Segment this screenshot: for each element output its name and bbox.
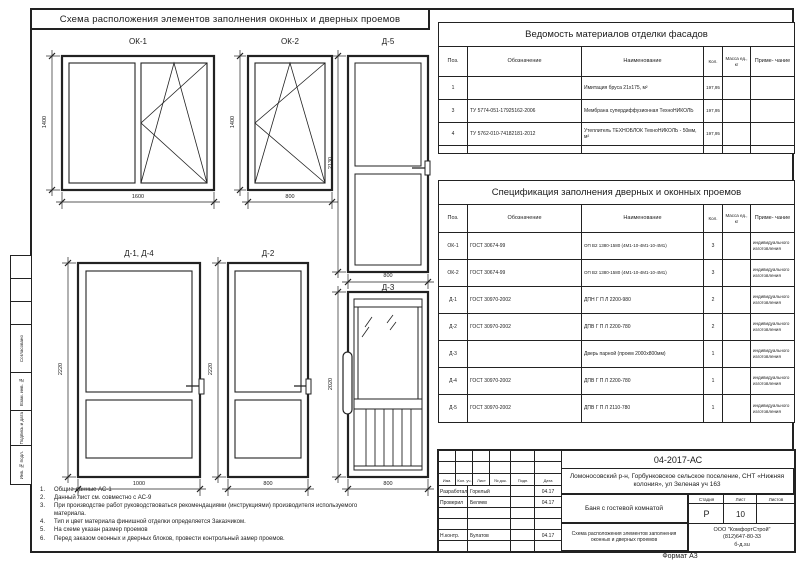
note-number: 5. [40,527,46,534]
sheets-value-cell [756,503,796,525]
materials-cell: 197,95 [704,100,723,123]
sheet-name: Схема расположения элементов заполнения оконных и дверных проемов [571,530,677,543]
role-empty-cell [534,540,562,553]
materials-empty-cell [751,146,794,153]
side-strip-vzam [10,372,32,412]
materials-cell [751,77,794,100]
note-item [40,535,400,543]
title-block [437,449,794,551]
note-item [40,518,400,526]
spec-cell: ГОСТ 30970-2002 [468,314,582,341]
dim-d2-width: 800 [263,481,273,487]
spec-cell: 1 [704,395,723,422]
spec-cell: индивидуального изготовления [751,260,794,287]
spec-cell: индивидуального изготовления [751,233,794,260]
role-empty-cell [467,540,512,553]
side-strip-podpis [10,410,32,447]
materials-header-name: Наименование [582,47,704,77]
sheet-name-cell [560,523,688,551]
spec-cell: ОП В2 1380-1580 (4М1-10-4М1-10-4М1) [582,260,704,287]
company-name: ООО "КомфортСтрой" [713,527,771,534]
materials-cell: 197,95 [704,123,723,146]
dim-ok1-width: 1600 [131,194,145,200]
note-text: Данный лист см. совместно с АС-9 [54,495,152,502]
side-strip-inv [10,445,32,485]
role-date: 04.17 [541,532,555,539]
note-text: Тип и цвет материала финишной отделки определяется Заказчиком. [54,519,246,526]
spec-cell: Д-4 [439,368,468,395]
spec-cell: индивидуального изготовления [751,368,794,395]
spec-cell: 3 [704,260,723,287]
stage-label: Стадия [698,497,715,502]
label-ok2: ОК-2 [281,37,299,46]
inv-label: Инв. № подл. [18,450,24,480]
spec-cell: индивидуального изготовления [753,402,790,414]
dim-d3-width: 800 [383,481,393,487]
note-number: 6. [40,535,46,542]
side-strip-cell-2 [10,278,32,303]
format-label: Формат А3 [662,553,698,560]
spec-cell: индивидуального изготовления [751,287,794,314]
spec-cell: ГОСТ 30674-99 [468,233,582,260]
note-text: Общие данные АС-1 [54,487,112,493]
materials-header-designation: Обозначение [468,47,582,77]
sheets-label: Листов [768,497,784,502]
dim-d2-height: 2220 [208,362,214,376]
spec-cell: индивидуального изготовления [751,314,794,341]
rev-header-label: № док. [494,477,507,483]
project-address: Ломоносовский р-н, Горбунковское сельское поселение, СНТ «Нижняя колония», ул Зеленая уч 163 [569,473,785,488]
materials-header-mass: Масса ед., кг [723,47,751,77]
materials-empty-cell [439,146,468,153]
podpis-label: Подпись и дата [18,412,24,445]
materials-cell [723,123,751,146]
spec-cell: ДПН Г П Л 2200-980 [582,287,704,314]
materials-cell: ТУ 5774-051-17925162-2006 [468,100,582,123]
doc-number-cell [560,449,796,470]
spec-cell: ДПВ Г П Л 2200-780 [582,368,704,395]
note-text: На схеме указан размер проемов [54,527,148,534]
spec-cell [723,368,751,395]
object-name: Баня с гостевой комнатой [584,505,664,512]
spec-cell [723,233,751,260]
materials-cell [723,77,751,100]
side-strip-cell-1 [10,255,32,280]
spec-cell [723,341,751,368]
stage-value-cell [688,503,725,525]
spec-cell: ГОСТ 30674-99 [468,260,582,287]
rev-header-label: Изм. [442,477,452,483]
dim-ok2-width: 800 [285,194,295,200]
spec-cell: ГОСТ 30970-2002 [468,287,582,314]
spec-header-name: Наименование [582,205,704,233]
sheet-value-cell [723,503,758,525]
role-empty-cell [437,540,469,553]
materials-empty-cell [582,146,704,153]
note-item [40,526,400,534]
materials-header-pos: Поз. [439,47,468,77]
note-item [40,494,400,502]
company-phone: (812)647-80-33 [723,534,761,541]
spec-cell: ДПВ Г П Л 2200-780 [582,314,704,341]
dim-d1-width: 1000 [132,481,146,487]
spec-cell: Д-2 [439,314,468,341]
dim-d1-height: 2220 [58,362,64,376]
spec-cell [468,341,582,368]
role-date: 04.17 [541,499,555,506]
spec-cell: ГОСТ 30970-2002 [468,368,582,395]
spec-cell [723,260,751,287]
spec-cell: Дверь парной (проем 2000х800мм) [582,341,704,368]
sheet-number: 10 [736,509,745,519]
company-cell [688,523,796,553]
dim-d5-height: 2130 [328,156,334,170]
role-label: Проверил [440,499,464,506]
role-name: Горелый [470,488,490,495]
spec-cell [723,287,751,314]
spec-cell: 2 [704,287,723,314]
materials-cell: Мембрана супердиффузионная ТехноНИКОЛЬ [582,100,704,123]
label-d1-d4: Д-1, Д-4 [124,249,154,258]
vzam-label: Взам. инв. № [18,377,24,407]
sheet-title: Схема расположения элементов заполнения оконных и дверных проемов [59,13,401,25]
materials-cell: ТУ 5762-010-74182181-2012 [468,123,582,146]
note-number: 4. [40,519,46,526]
spec-table-title: Спецификация заполнения дверных и оконных проемов [439,181,794,205]
label-d2: Д-2 [261,249,275,258]
label-d5: Д-5 [381,37,395,46]
rev-header-label: Кол. уч. [457,477,472,483]
note-text: Перед заказом оконных и дверных блоков, провести контрольный замер проемов. [54,535,285,542]
spec-cell: ГОСТ 30970-2002 [468,395,582,422]
materials-cell [751,100,794,123]
spec-cell: ДПВ Г П Л 2110-780 [582,395,704,422]
spec-cell: 3 [704,233,723,260]
materials-empty-cell [704,146,723,153]
materials-table-title: Ведомость материалов отделки фасадов [439,23,794,47]
spec-cell: 1 [704,368,723,395]
soglasovano-label: Согласовано [18,335,24,363]
dim-d5-width: 800 [383,273,393,279]
rev-header-label: Лист [477,477,486,483]
materials-cell: 3 [439,100,468,123]
spec-header-note: Приме- чание [751,205,794,233]
spec-header-mass: Масса ед., кг [723,205,751,233]
spec-header-designation: Обозначение [468,205,582,233]
sheet-title-box [30,8,430,30]
label-d3: Д-3 [381,283,395,292]
side-strip-soglasovano [10,324,32,374]
spec-cell [723,395,751,422]
note-number: 3. [40,503,46,510]
object-name-cell [560,494,688,523]
spec-cell: 1 [704,341,723,368]
stage-value: Р [703,509,710,519]
role-name: Беляев [470,499,487,506]
note-item [40,486,400,494]
rev-header-label: Подп. [517,477,529,483]
materials-cell: Имитация бруса 21х175, м² [582,77,704,100]
note-number: 1. [40,487,46,493]
address-cell [560,468,794,494]
materials-cell: 4 [439,123,468,146]
materials-cell [468,77,582,100]
role-label: Разработал [440,488,468,495]
spec-cell: 2 [704,314,723,341]
spec-table [438,180,795,423]
spec-cell: ОК-1 [439,233,468,260]
materials-header-qty: Кол. [704,47,723,77]
dim-d3-height: 2020 [328,377,334,391]
company-site: б-д.su [734,541,750,548]
doc-number: 04-2017-АС [653,454,703,465]
role-date: 04.17 [541,488,555,495]
materials-cell: 197,95 [704,77,723,100]
materials-empty-cell [723,146,751,153]
spec-cell: Д-1 [439,287,468,314]
general-notes [40,486,400,543]
spec-header-qty: Кол. [704,205,723,233]
materials-empty-cell [468,146,582,153]
spec-header-pos: Поз. [439,205,468,233]
note-item [40,502,400,518]
role-empty-cell [510,540,536,553]
dim-ok2-height: 1400 [230,115,236,129]
materials-cell: Утеплитель ТЕХНОБЛОК ТехноНИКОЛЬ - 50мм, м² [582,123,704,146]
role-name: Булатов [470,532,489,539]
note-text: При производстве работ руководствоваться рекомендациями (инструкциями) производителя используемого материала. [54,503,358,518]
sheet-label: Лист [735,497,746,502]
spec-cell: ОК-2 [439,260,468,287]
rev-header-label: Дата [543,477,553,483]
dim-ok1-height: 1400 [42,115,48,129]
spec-cell: Д-3 [439,341,468,368]
materials-cell [723,100,751,123]
role-label: Н.контр. [440,532,460,539]
note-number: 2. [40,495,46,502]
materials-cell [751,123,794,146]
spec-cell: индивидуального изготовления [751,341,794,368]
side-strip-cell-3 [10,301,32,326]
materials-table [438,22,795,154]
label-ok1: ОК-1 [129,37,147,46]
spec-cell [723,314,751,341]
materials-cell: 1 [439,77,468,100]
materials-header-note: Приме- чание [751,47,794,77]
spec-cell: ОП В2 1380-1580 (4М1-10-4М1-10-4М1) [582,233,704,260]
spec-cell: Д-5 [439,395,468,422]
